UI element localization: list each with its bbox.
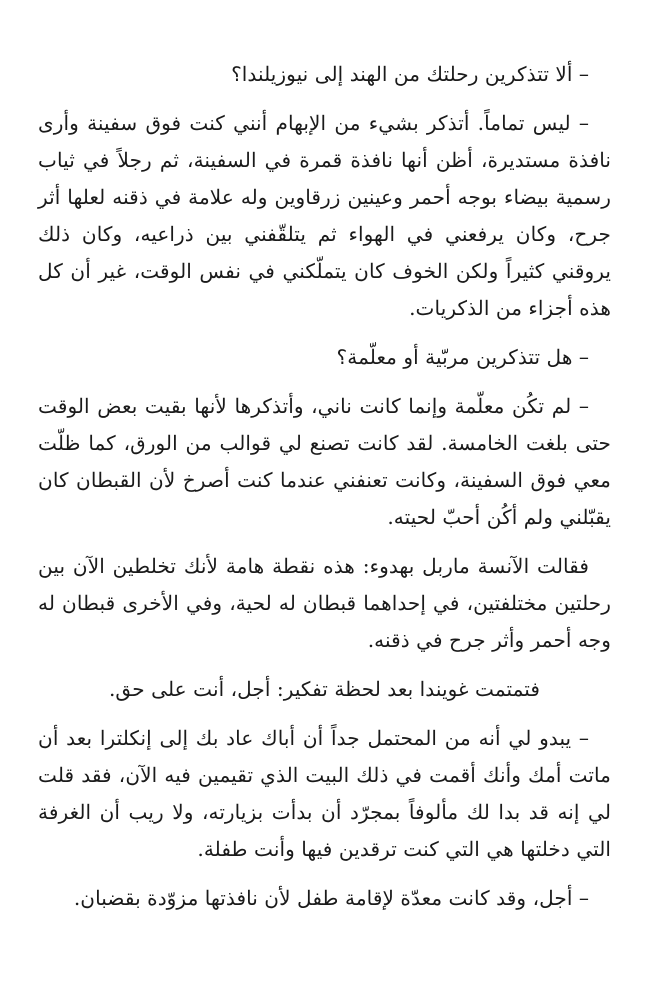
paragraph: – ألا تتذكرين رحلتك من الهند إلى نيوزيلندا؟ — [231, 62, 589, 86]
paragraph: – ليس تماماً. أتذكر بشيء من الإبهام أنني كنت فوق سفينة وأرى نافذة مستديرة، أظن أنها نافذة قمرة في السفينة، ثم رجلاً في ثياب رسمية بيضاء بوجه أحمر وعينين زرقاوين وله علامة في ذقنه لعلها أثر جرح، وكان يرفعني في الهواء ثم يتلقّفني بين ذراعيه، وكان ذلك يروقني كثيراً ولكن الخوف كان يتملّكني في نفس الوقت، غير أن كل هذه أجزاء من الذكريات. — [38, 111, 611, 320]
paragraph: فقالت الآنسة ماربل بهدوء: هذه نقطة هامة لأنك تخلطين الآن بين رحلتين مختلفتين، في إحداهما قبطان له لحية، وفي الأخرى قبطان له وجه أحمر وأثر جرح في ذقنه. — [38, 554, 611, 652]
paragraph: – هل تتذكرين مربّية أو معلّمة؟ — [336, 345, 589, 369]
paragraph: – لم تكُن معلّمة وإنما كانت ناني، وأتذكرها لأنها بقيت بعض الوقت حتى بلغت الخامسة. لقد كانت تصنع لي قوالب من الورق، كما ظلّت معي فوق السفينة، وكانت تعنفني عندما كنت أصرخ لأن القبطان كان يقبّلني ولم أكُن أحبّ لحيته. — [38, 394, 611, 529]
paragraph: – يبدو لي أنه من المحتمل جداً أن أباك عاد بك إلى إنكلترا بعد أن ماتت أمك وأنك أقمت في ذلك البيت الذي تقيمين فيه الآن، فقد قلت لي إنه قد بدا لك مألوفاً بمجرّد أن بدأت بزيارته، ولا ريب أن الغرفة التي دخلتها هي التي كنت ترقدين فيها وأنت طفلة. — [38, 726, 611, 861]
paragraph: – أجل، وقد كانت معدّة لإقامة طفل لأن نافذتها مزوّدة بقضبان. — [73, 886, 589, 910]
paragraph: فتمتمت غويندا بعد لحظة تفكير: أجل، أنت على حق. — [109, 677, 540, 701]
